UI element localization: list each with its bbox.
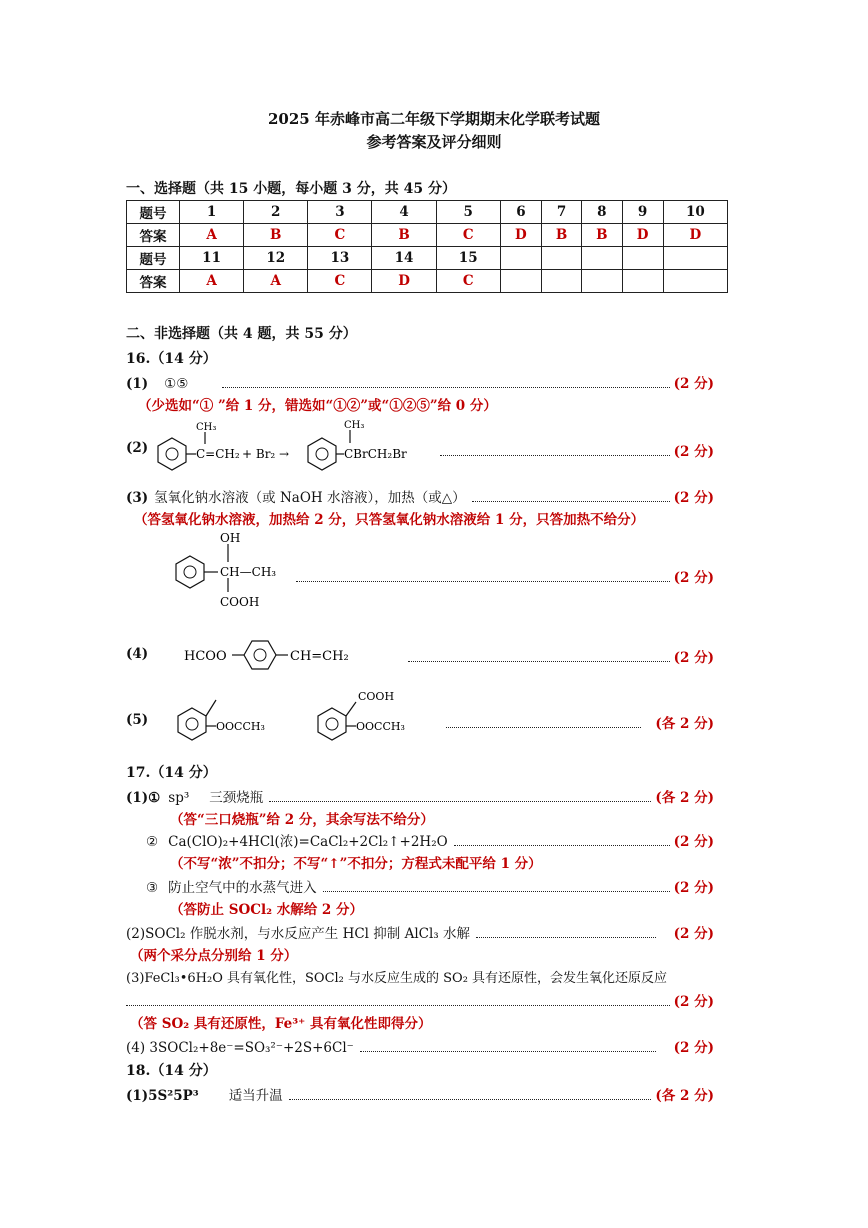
dot-leader bbox=[408, 660, 670, 662]
table-cell: 2 bbox=[244, 201, 308, 224]
q18-title: 18.（14 分） bbox=[126, 1063, 217, 1079]
grading-note: （答 SO₂ 具有还原性，Fe³⁺ 具有氧化性即得分） bbox=[130, 1016, 432, 1032]
methyl-bond-line bbox=[206, 700, 216, 716]
answer-cell: D bbox=[622, 224, 663, 247]
table-row bbox=[127, 247, 728, 270]
part-label: (1) bbox=[126, 376, 149, 392]
q17-p1-line bbox=[126, 786, 714, 806]
q16-p2-equation bbox=[150, 418, 440, 478]
dot-leader bbox=[126, 1004, 670, 1006]
answer-text: sp³ bbox=[168, 790, 190, 806]
table-cell: 3 bbox=[308, 201, 372, 224]
dot-leader bbox=[476, 936, 656, 938]
points: (2 分) bbox=[673, 994, 714, 1010]
reagent-arrow: + Br₂ → bbox=[242, 447, 290, 461]
points: (2 分) bbox=[673, 376, 714, 392]
table-cell: 1 bbox=[180, 201, 244, 224]
vinyl-group: C=CH₂ bbox=[196, 447, 240, 461]
q16-p2-line bbox=[434, 440, 714, 460]
section2-heading: 二、非选择题（共 4 题，共 55 分） bbox=[126, 326, 357, 342]
benzene-ring-icon bbox=[178, 708, 206, 740]
q16-p3-structure bbox=[170, 530, 290, 612]
ester-group: OOCCH₃ bbox=[216, 720, 265, 733]
table-row bbox=[127, 224, 728, 247]
table-cell bbox=[582, 247, 622, 270]
table-cell: 12 bbox=[244, 247, 308, 270]
dot-leader bbox=[472, 500, 670, 502]
benzene-ring-icon bbox=[318, 708, 346, 740]
q16-p1-line bbox=[126, 372, 714, 392]
dot-leader bbox=[222, 386, 669, 388]
answer-cell: C bbox=[308, 270, 372, 293]
aromatic-circle-icon bbox=[326, 718, 338, 730]
row-label: 题号 bbox=[127, 201, 180, 224]
answer-cell: B bbox=[372, 224, 436, 247]
answer-text: 氢氧化钠水溶液（或 NaOH 水溶液），加热（或△） bbox=[154, 490, 466, 506]
aromatic-circle-icon bbox=[186, 718, 198, 730]
part-label: (2) bbox=[126, 440, 149, 456]
points: (2 分) bbox=[673, 490, 714, 506]
hcoo-group: HCOO bbox=[184, 649, 227, 664]
points: (各 2 分) bbox=[655, 790, 714, 806]
points: (2 分) bbox=[673, 880, 714, 896]
ch3-group: CH₃ bbox=[344, 420, 365, 431]
dot-leader bbox=[296, 580, 670, 582]
answer-text: 三颈烧瓶 bbox=[209, 790, 264, 806]
points: (2 分) bbox=[673, 444, 714, 460]
answer-table bbox=[126, 200, 728, 293]
grading-note: （少选如“① ”给 1 分，错选如“①②”或“①②⑤”给 0 分） bbox=[138, 398, 497, 414]
table-cell bbox=[500, 247, 541, 270]
points: (2 分) bbox=[673, 570, 714, 586]
table-cell bbox=[663, 270, 727, 293]
benzene-ring-icon bbox=[244, 641, 276, 669]
row-label: 答案 bbox=[127, 270, 180, 293]
dot-leader bbox=[269, 800, 651, 802]
oh-group: OH bbox=[220, 531, 241, 545]
answer-cell: B bbox=[582, 224, 622, 247]
part-label: ② bbox=[146, 834, 159, 850]
aromatic-circle-icon bbox=[184, 566, 196, 578]
q16-p4-structure bbox=[182, 636, 382, 672]
part-label: (4) bbox=[126, 646, 149, 662]
grading-note: （不写“浓”不扣分；不写“↑”不扣分；方程式未配平给 1 分） bbox=[170, 856, 542, 872]
bond-line bbox=[346, 702, 356, 716]
points: (各 2 分) bbox=[655, 1088, 714, 1104]
points: (2 分) bbox=[673, 650, 714, 666]
answer-text: Ca(ClO)₂+4HCl(浓)=CaCl₂+2Cl₂↑+2H₂O bbox=[168, 834, 448, 850]
aromatic-circle-icon bbox=[166, 448, 178, 460]
q17-q4-line bbox=[126, 1036, 714, 1056]
q16-p4-line bbox=[402, 646, 714, 666]
vinyl-group: CH=CH₂ bbox=[290, 649, 349, 664]
section1-heading: 一、选择题（共 15 小题，每小题 3 分，共 45 分） bbox=[126, 181, 456, 197]
dot-leader bbox=[323, 890, 670, 892]
table-cell: 11 bbox=[180, 247, 244, 270]
answer-text: 防止空气中的水蒸气进入 bbox=[168, 880, 317, 896]
answer-cell: C bbox=[308, 224, 372, 247]
dot-leader bbox=[454, 844, 670, 846]
q17-title: 17.（14 分） bbox=[126, 765, 217, 781]
cooh-group: COOH bbox=[220, 595, 260, 609]
answer-text: (4) 3SOCl₂+8e⁻=SO₃²⁻+2S+6Cl⁻ bbox=[126, 1040, 354, 1056]
table-cell bbox=[582, 270, 622, 293]
answer-cell: D bbox=[500, 224, 541, 247]
q17-p3-line bbox=[146, 876, 714, 896]
cooh-group: COOH bbox=[358, 690, 395, 703]
dot-leader bbox=[440, 454, 670, 456]
answer-cell: A bbox=[180, 270, 244, 293]
row-label: 题号 bbox=[127, 247, 180, 270]
answer-text: (2)SOCl₂ 作脱水剂，与水反应产生 HCl 抑制 AlCl₃ 水解 bbox=[126, 926, 470, 942]
table-cell: 7 bbox=[542, 201, 582, 224]
answer-cell: D bbox=[663, 224, 727, 247]
answer-text: (1)5S²5P³ bbox=[126, 1088, 199, 1104]
q17-q3-line bbox=[126, 990, 714, 1010]
q16-p3-line bbox=[126, 486, 714, 506]
answer-cell: B bbox=[244, 224, 308, 247]
table-cell bbox=[542, 270, 582, 293]
answer-cell: D bbox=[372, 270, 436, 293]
benzene-ring-icon bbox=[176, 556, 204, 588]
grading-note: （两个采分点分别给 1 分） bbox=[130, 948, 298, 964]
aromatic-circle-icon bbox=[316, 448, 328, 460]
answer-cell: A bbox=[244, 270, 308, 293]
answer-cell: A bbox=[180, 224, 244, 247]
ch3-group: CH₃ bbox=[196, 422, 217, 433]
answer-cell: C bbox=[436, 270, 500, 293]
part-label: (3) bbox=[126, 490, 149, 506]
grading-note: （答“三口烧瓶”给 2 分，其余写法不给分） bbox=[170, 812, 434, 828]
table-cell: 15 bbox=[436, 247, 500, 270]
table-cell: 9 bbox=[622, 201, 663, 224]
grading-note: （答氢氧化钠水溶液，加热给 2 分，只答氢氧化钠水溶液给 1 分，只答加热不给分） bbox=[134, 512, 645, 528]
table-cell: 10 bbox=[663, 201, 727, 224]
q17-q2-line bbox=[126, 922, 714, 942]
table-cell: 6 bbox=[500, 201, 541, 224]
table-cell: 5 bbox=[436, 201, 500, 224]
answer-text: ①⑤ bbox=[164, 376, 189, 392]
answer-cell: C bbox=[436, 224, 500, 247]
dot-leader bbox=[446, 726, 641, 728]
q16-p5-line bbox=[440, 712, 714, 732]
q16-title: 16.（14 分） bbox=[126, 351, 217, 367]
part-label: (1)① bbox=[126, 790, 161, 806]
table-cell: 8 bbox=[582, 201, 622, 224]
points: (2 分) bbox=[673, 834, 714, 850]
table-cell bbox=[542, 247, 582, 270]
part-label: ③ bbox=[146, 880, 159, 896]
table-cell: 14 bbox=[372, 247, 436, 270]
ch-ch3-group: CH—CH₃ bbox=[220, 565, 277, 579]
row-label: 答案 bbox=[127, 224, 180, 247]
part-label: (5) bbox=[126, 712, 149, 728]
q17-q3-answer: (3)FeCl₃•6H₂O 具有氧化性，SOCl₂ 与水反应生成的 SO₂ 具有还原性，会发生氧化还原反应 bbox=[126, 971, 668, 986]
dot-leader bbox=[360, 1050, 656, 1052]
q16-p5-structures bbox=[170, 686, 440, 746]
points: (各 2 分) bbox=[655, 716, 714, 732]
table-cell bbox=[663, 247, 727, 270]
grading-note: （答防止 SOCl₂ 水解给 2 分） bbox=[170, 902, 363, 918]
ester-group: OOCCH₃ bbox=[356, 720, 405, 733]
points: (2 分) bbox=[673, 926, 714, 942]
benzene-ring-icon bbox=[308, 438, 336, 470]
table-cell bbox=[500, 270, 541, 293]
table-cell bbox=[622, 247, 663, 270]
table-cell bbox=[622, 270, 663, 293]
aromatic-circle-icon bbox=[254, 649, 266, 661]
benzene-ring-icon bbox=[158, 438, 186, 470]
table-cell: 13 bbox=[308, 247, 372, 270]
q18-p1-line bbox=[126, 1084, 714, 1104]
table-row bbox=[127, 270, 728, 293]
q16-p3b-line bbox=[290, 566, 714, 586]
table-row bbox=[127, 201, 728, 224]
answer-cell: B bbox=[542, 224, 582, 247]
table-cell: 4 bbox=[372, 201, 436, 224]
points: (2 分) bbox=[673, 1040, 714, 1056]
product-formula: CBrCH₂Br bbox=[344, 447, 407, 461]
answer-text: 适当升温 bbox=[228, 1088, 283, 1104]
dot-leader bbox=[289, 1098, 652, 1100]
document-subtitle: 参考答案及评分细则 bbox=[366, 133, 502, 151]
q17-p2-line bbox=[146, 830, 714, 850]
document-title: 2025 年赤峰市高二年级下学期期末化学联考试题 bbox=[268, 110, 600, 128]
